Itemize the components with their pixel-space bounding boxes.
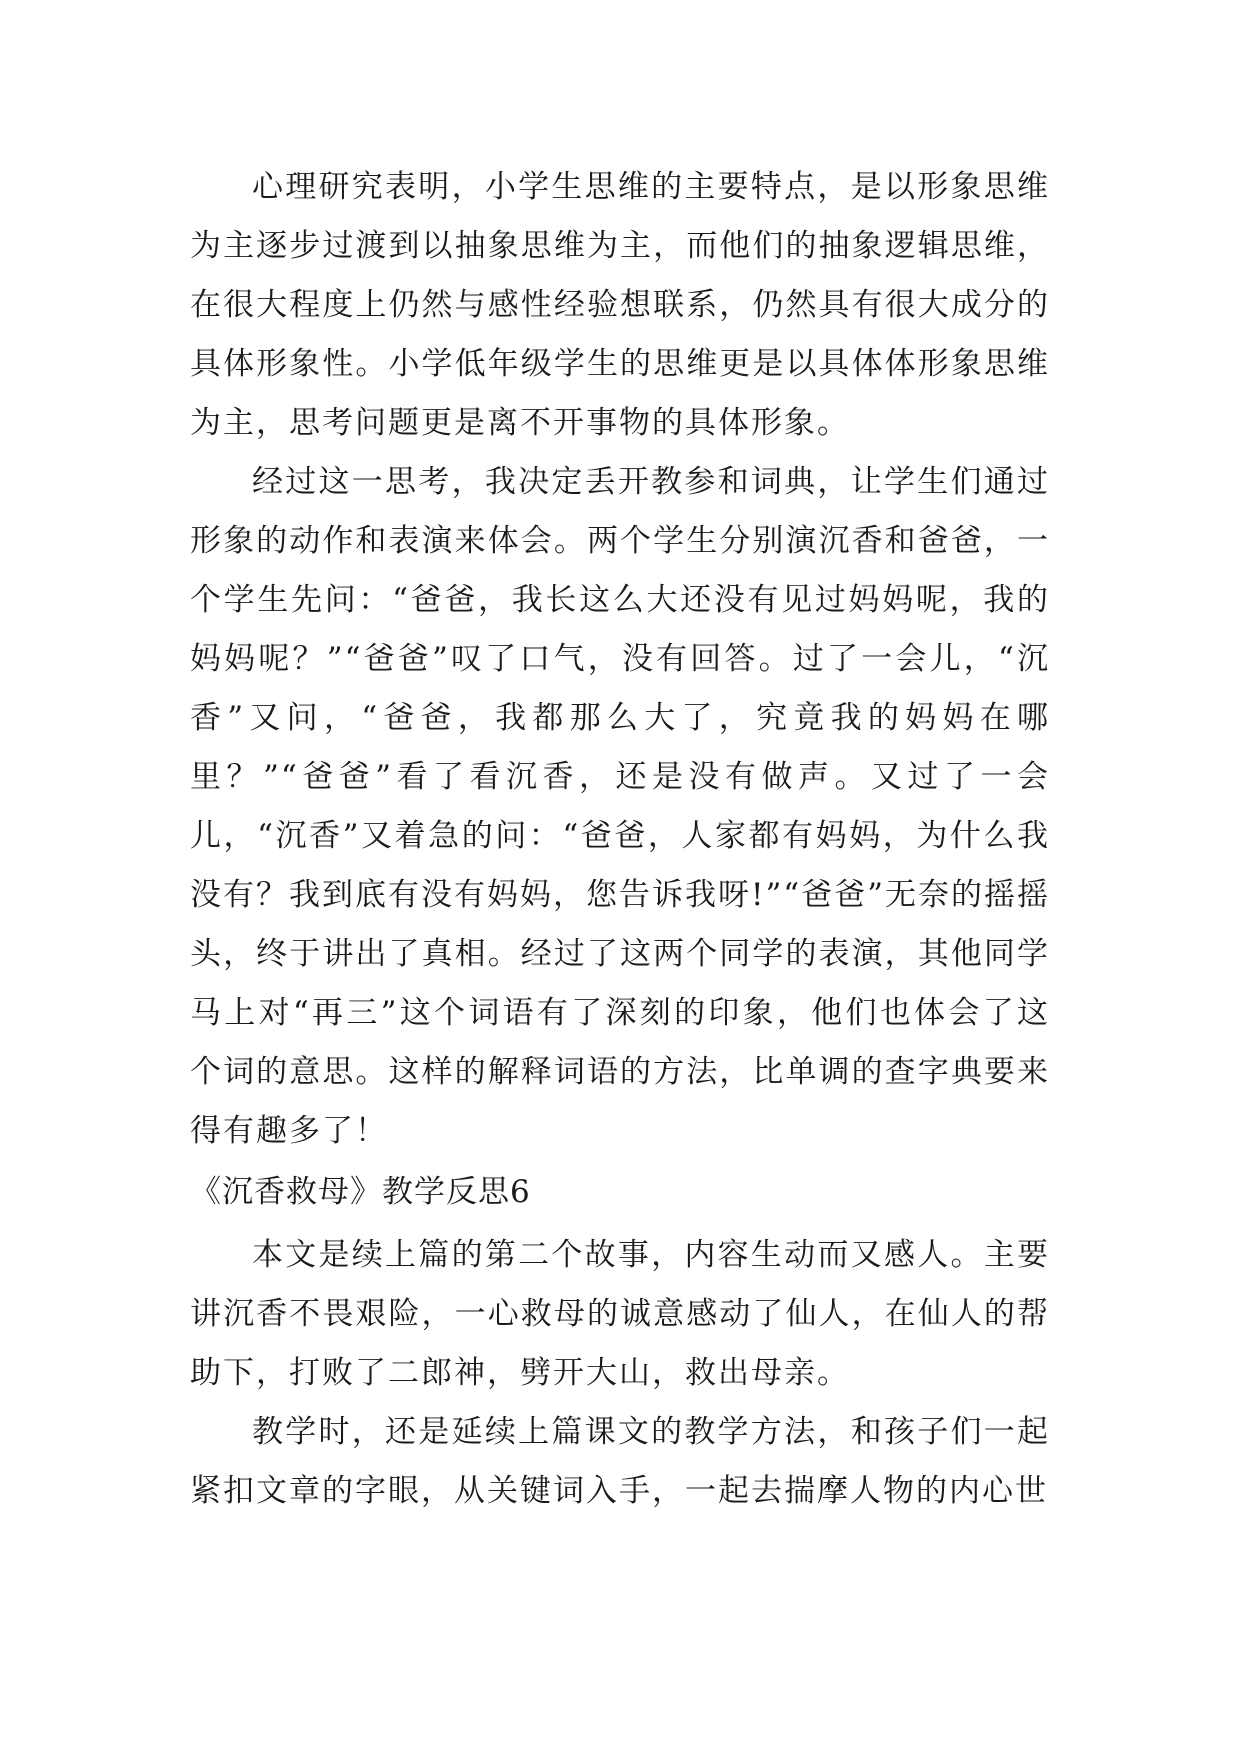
paragraph: 本文是续上篇的第二个故事，内容生动而又感人。主要讲沉香不畏艰险，一心救母的诚意感动了仙人，在仙人的帮助下，打败了二郎神，劈开大山，救出母亲。 xyxy=(190,1237,1050,1391)
paragraph: 心理研究表明，小学生思维的主要特点，是以形象思维为主逐步过渡到以抽象思维为主，而他们的抽象逻辑思维，在很大程度上仍然与感性经验想联系，仍然具有很大成分的具体形象性。小学低年级学生的思维更是以具体体形象思维为主，思考问题更是离不开事物的具体形象。 xyxy=(190,169,1050,441)
section-2-body xyxy=(190,1226,1050,1521)
paragraph: 教学时，还是延续上篇课文的教学方法，和孩子们一起紧扣文章的字眼，从关键词入手，一起去揣摩人物的内心世 xyxy=(190,1414,1050,1509)
section-title: 《沉香救母》教学反思6 xyxy=(190,1174,531,1210)
paragraph: 经过这一思考，我决定丢开教参和词典，让学生们通过形象的动作和表演来体会。两个学生分别演沉香和爸爸，一个学生先问：“爸爸，我长这么大还没有见过妈妈呢，我的妈妈呢？”“爸爸”叹了口气，没有回答。过了一会儿，“沉香”又问，“爸爸，我都那么大了，究竟我的妈妈在哪里？”“爸爸”看了看沉香，还是没有做声。又过了一会儿，“沉香”又着急的问：“爸爸，人家都有妈妈，为什么我没有？我到底有没有妈妈，您告诉我呀!”“爸爸”无奈的摇摇头，终于讲出了真相。经过了这两个同学的表演，其他同学马上对“再三”这个词语有了深刻的印象，他们也体会了这个词的意思。这样的解释词语的方法，比单调的查字典要来得有趣多了！ xyxy=(190,464,1050,1149)
section-1-body xyxy=(190,158,1050,1161)
